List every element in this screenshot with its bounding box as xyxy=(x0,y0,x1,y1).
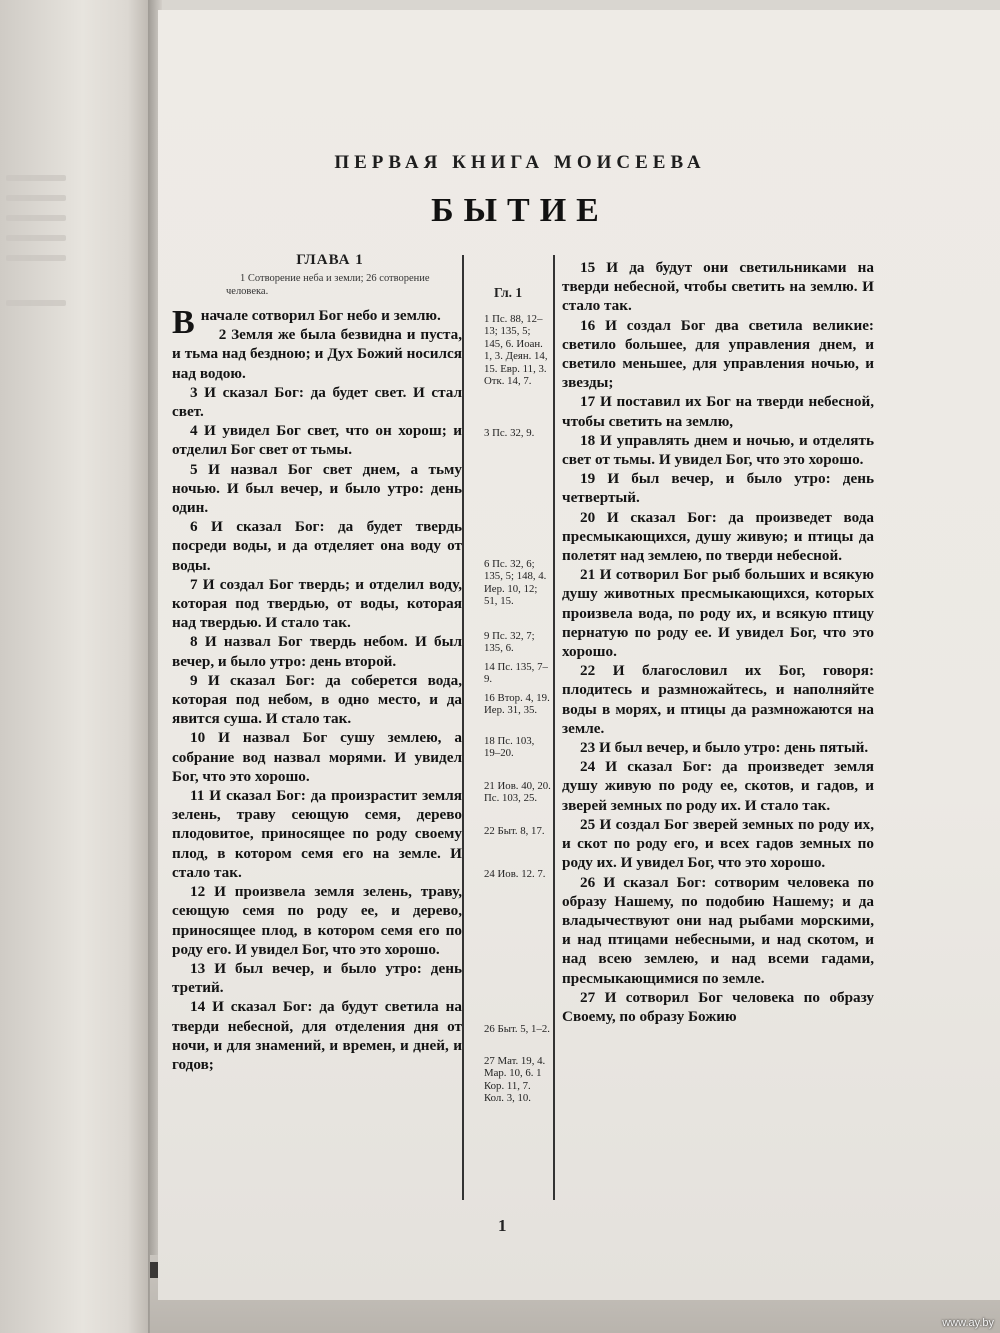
cross-reference-column xyxy=(468,285,552,1105)
column-rule-left xyxy=(462,255,464,1200)
faded-text-line xyxy=(6,175,66,181)
verse: 20 И сказал Бог: да произведет вода пресмыкающихся, душу живую; и птицы да полетят над землею, по тверди небесной. xyxy=(562,508,874,565)
column-rule-right xyxy=(553,255,555,1200)
book-title: ПЕРВАЯ КНИГА МОИСЕЕВА xyxy=(334,152,706,173)
verse: 22 И благословил их Бог, говоря: плодитесь и размножайтесь, и наполняйте воды в морях, и птицы да размножаются на земле. xyxy=(562,662,874,737)
verse: 26 И сказал Бог: сотворим человека по образу Нашему, по подобию Нашему; и да владычествуют они над рыбами морскими, и над птицами небесными, и над скотом, и над всею землею, и над всеми гадами, пресмыкающимися по земле. xyxy=(562,873,874,987)
verse: 7 И создал Бог твердь; и отделил воду, которая под твердью, от воды, которая над твердью. И стало так. xyxy=(172,575,462,632)
chapter-ref: Гл. 1 xyxy=(494,285,523,300)
verse: 21 И сотворил Бог рыб больших и всякую душу животных пресмыкающихся, которых произвела вода, по роду их, и всякую птицу пернатую по роду ее. И увидел Бог, что это хорошо. xyxy=(562,566,874,661)
chapter-summary: 1 Сотворение неба и земли; 26 сотворение человека. xyxy=(226,273,430,297)
verse: 17 И поставил их Бог на тверди небесной, чтобы светить на землю, xyxy=(562,393,874,430)
left-text-column xyxy=(172,306,462,1074)
cross-ref: 26 Быт. 5, 1–2. xyxy=(484,1023,550,1035)
verse: 16 И создал Бог два светила великие: светило большее, для управления днем, и светило меньшее, для управления ночью, и звезды; xyxy=(562,316,874,392)
cross-ref: 24 Иов. 12. 7. xyxy=(484,868,546,880)
verse: В начале сотворил Бог небо и землю. xyxy=(172,304,441,341)
faded-text-line xyxy=(6,235,66,241)
verse: 15 И да будут они светильниками на тверди небесной, чтобы светить на землю. И стало так. xyxy=(562,259,874,315)
verse: 8 И назвал Бог твердь небом. И был вечер, и было утро: день второй. xyxy=(172,633,462,670)
cross-ref: 9 Пс. 32, 7; 135, 6. xyxy=(484,630,535,655)
cross-ref: 22 Быт. 8, 17. xyxy=(484,825,545,837)
book-name: БЫТИЕ xyxy=(431,192,609,229)
verse: 13 И был вечер, и было утро: день третий. xyxy=(172,959,462,997)
faded-text-line xyxy=(6,215,66,221)
cross-ref: 14 Пс. 135, 7–9. xyxy=(484,661,548,686)
watermark: www.ay.by xyxy=(942,1317,994,1329)
cross-ref: 18 Пс. 103, 19–20. xyxy=(484,735,535,760)
verse: 24 И сказал Бог: да произведет земля душу живую по роду ее, скотов, и гадов, и зверей земных по роду их. И стало так. xyxy=(562,758,874,814)
verse: 3 И сказал Бог: да будет свет. И стал свет. xyxy=(172,383,462,421)
cross-ref: 3 Пс. 32, 9. xyxy=(484,427,535,439)
verse: 25 И создал Бог зверей земных по роду их, и скот по роду его, и всех гадов земных по роду их. И увидел Бог, что это хорошо. xyxy=(562,815,874,872)
verse: 5 И назвал Бог свет днем, а тьму ночью. И был вечер, и было утро: день один. xyxy=(172,460,462,517)
faded-text-line xyxy=(6,300,66,306)
verse: 19 И был вечер, и было утро: день четвертый. xyxy=(562,470,874,507)
verse: 10 И назвал Бог сушу землею, а собрание вод назвал морями. И увидел Бог, что это хорошо. xyxy=(172,729,462,785)
cross-ref: 16 Втор. 4, 19. Иер. 31, 35. xyxy=(484,692,550,717)
chapter-heading: ГЛАВА 1 xyxy=(296,252,364,268)
cross-ref: 6 Пс. 32, 6; 135, 5; 148, 4. Иер. 10, 12; 51, 15. xyxy=(484,558,547,608)
facing-page xyxy=(0,0,150,1333)
verse: 14 И сказал Бог: да будут светила на тверди небесной, для отделения дня от ночи, и для знамений, и времен, и дней, и годов; xyxy=(172,998,462,1073)
faded-text-line xyxy=(6,195,66,201)
verse: 2 Земля же была безвидна и пуста, и тьма над бездною; и Дух Божий носился над водою. xyxy=(172,326,462,382)
page-number: 1 xyxy=(498,1216,507,1235)
verse: 12 И произвела земля зелень, траву, сеющую семя по роду ее, и дерево, приносящее плод, в котором семя его по роду его. И увидел Бог, что это хорошо. xyxy=(172,883,462,958)
cross-ref: 1 Пс. 88, 12–13; 135, 5; 145, 6. Иоан. 1, 3. Деян. 14, 15. Евр. 11, 3. Отк. 14, 7. xyxy=(484,313,548,388)
faded-text-line xyxy=(6,255,66,261)
verse: 6 И сказал Бог: да будет твердь посреди воды, и да отделяет она воду от воды. xyxy=(172,518,462,574)
drop-cap: В xyxy=(172,304,195,341)
verse: 9 И сказал Бог: да соберется вода, которая под небом, в одно место, и да явится суша. И стало так. xyxy=(172,671,462,728)
right-text-column xyxy=(562,258,874,1026)
cross-ref: 27 Мат. 19, 4. Мар. 10, 6. 1 Кор. 11, 7. Кол. 3, 10. xyxy=(484,1055,546,1105)
cross-ref: 21 Иов. 40, 20. Пс. 103, 25. xyxy=(484,780,551,805)
verse: 11 И сказал Бог: да произрастит земля зелень, траву сеющую семя, дерево плодовитое, приносящее по роду своему плод, в котором семя его на земле. И стало так. xyxy=(172,787,462,881)
verse: 23 И был вечер, и было утро: день пятый. xyxy=(580,739,869,757)
verse: 27 И сотворил Бог человека по образу Своему, по образу Божию xyxy=(562,988,874,1025)
verse: 4 И увидел Бог свет, что он хорош; и отделил Бог свет от тьмы. xyxy=(172,422,462,459)
verse: 18 И управлять днем и ночью, и отделять свет от тьмы. И увидел Бог, что это хорошо. xyxy=(562,431,874,469)
